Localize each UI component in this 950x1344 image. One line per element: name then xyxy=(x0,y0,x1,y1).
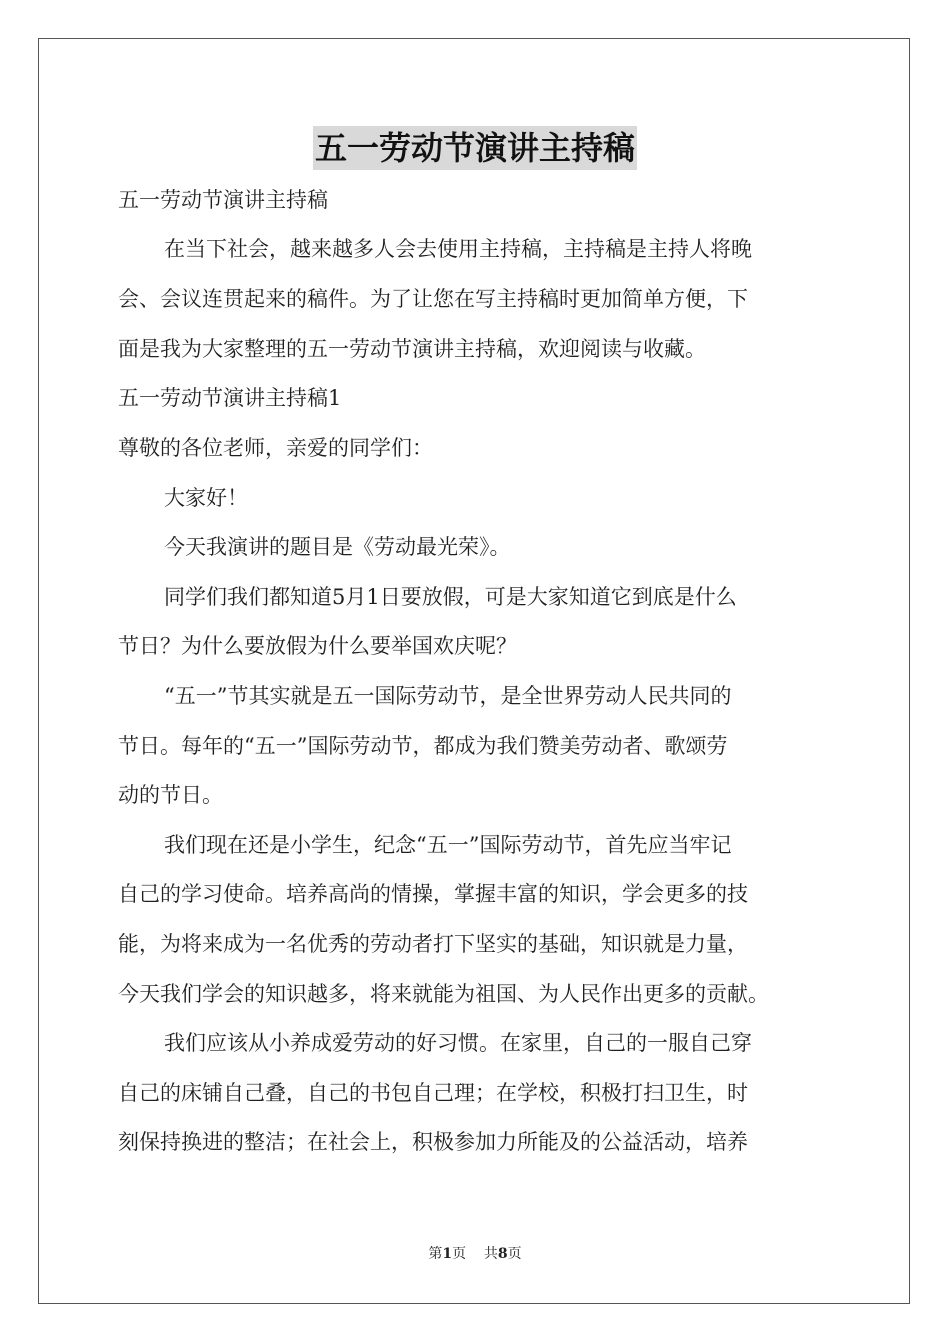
total-prefix: 共 xyxy=(483,1246,498,1262)
current-page-number: 1 xyxy=(442,1246,453,1262)
paragraph-line: 能，为将来成为一名优秀的劳动者打下坚实的基础，知识就是力量， xyxy=(118,932,748,956)
paragraph-line: 大家好！ xyxy=(164,486,248,510)
paragraph-line: 在当下社会，越来越多人会去使用主持稿，主持稿是主持人将晚 xyxy=(164,237,752,261)
paragraph-line: 面是我为大家整理的五一劳动节演讲主持稿，欢迎阅读与收藏。 xyxy=(118,337,706,361)
page-unit: 页 xyxy=(452,1246,467,1262)
page-footer xyxy=(0,1245,950,1263)
paragraph-line: 自己的学习使命。培养高尚的情操，掌握丰富的知识，学会更多的技 xyxy=(118,882,748,906)
salutation-line: 尊敬的各位老师，亲爱的同学们： xyxy=(118,436,433,460)
page-prefix: 第 xyxy=(428,1246,443,1262)
paragraph-line: “五一”节其实就是五一国际劳动节，是全世界劳动人民共同的 xyxy=(164,684,732,708)
paragraph-line: 我们应该从小养成爱劳动的好习惯。在家里，自己的一服自己穿 xyxy=(164,1031,752,1055)
total-unit: 页 xyxy=(507,1246,522,1262)
paragraph-line: 节日。每年的“五一”国际劳动节，都成为我们赞美劳动者、歌颂劳 xyxy=(118,734,728,758)
title-block xyxy=(0,126,950,170)
paragraph-line: 今天我演讲的题目是《劳动最光荣》。 xyxy=(164,535,511,559)
paragraph-line: 同学们我们都知道5月1日要放假，可是大家知道它到底是什么 xyxy=(164,585,737,609)
paragraph-line: 会、会议连贯起来的稿件。为了让您在写主持稿时更加简单方便，下 xyxy=(118,287,748,311)
paragraph-line: 自己的床铺自己叠，自己的书包自己理；在学校，积极打扫卫生，时 xyxy=(118,1081,748,1105)
paragraph-line: 今天我们学会的知识越多，将来就能为祖国、为人民作出更多的贡献。 xyxy=(118,982,769,1006)
paragraph-line: 动的节日。 xyxy=(118,783,223,807)
paragraph-line: 刻保持换进的整洁；在社会上，积极参加力所能及的公益活动，培养 xyxy=(118,1130,748,1154)
page-border xyxy=(38,38,910,1304)
document-title: 五一劳动节演讲主持稿 xyxy=(313,126,637,170)
paragraph-line: 节日？为什么要放假为什么要举国欢庆呢？ xyxy=(118,634,517,658)
paragraph-line: 我们现在还是小学生，纪念“五一”国际劳动节，首先应当牢记 xyxy=(164,833,732,857)
section-heading: 五一劳动节演讲主持稿1 xyxy=(118,386,342,410)
total-pages-number: 8 xyxy=(497,1246,508,1262)
subtitle-line: 五一劳动节演讲主持稿 xyxy=(118,188,328,212)
